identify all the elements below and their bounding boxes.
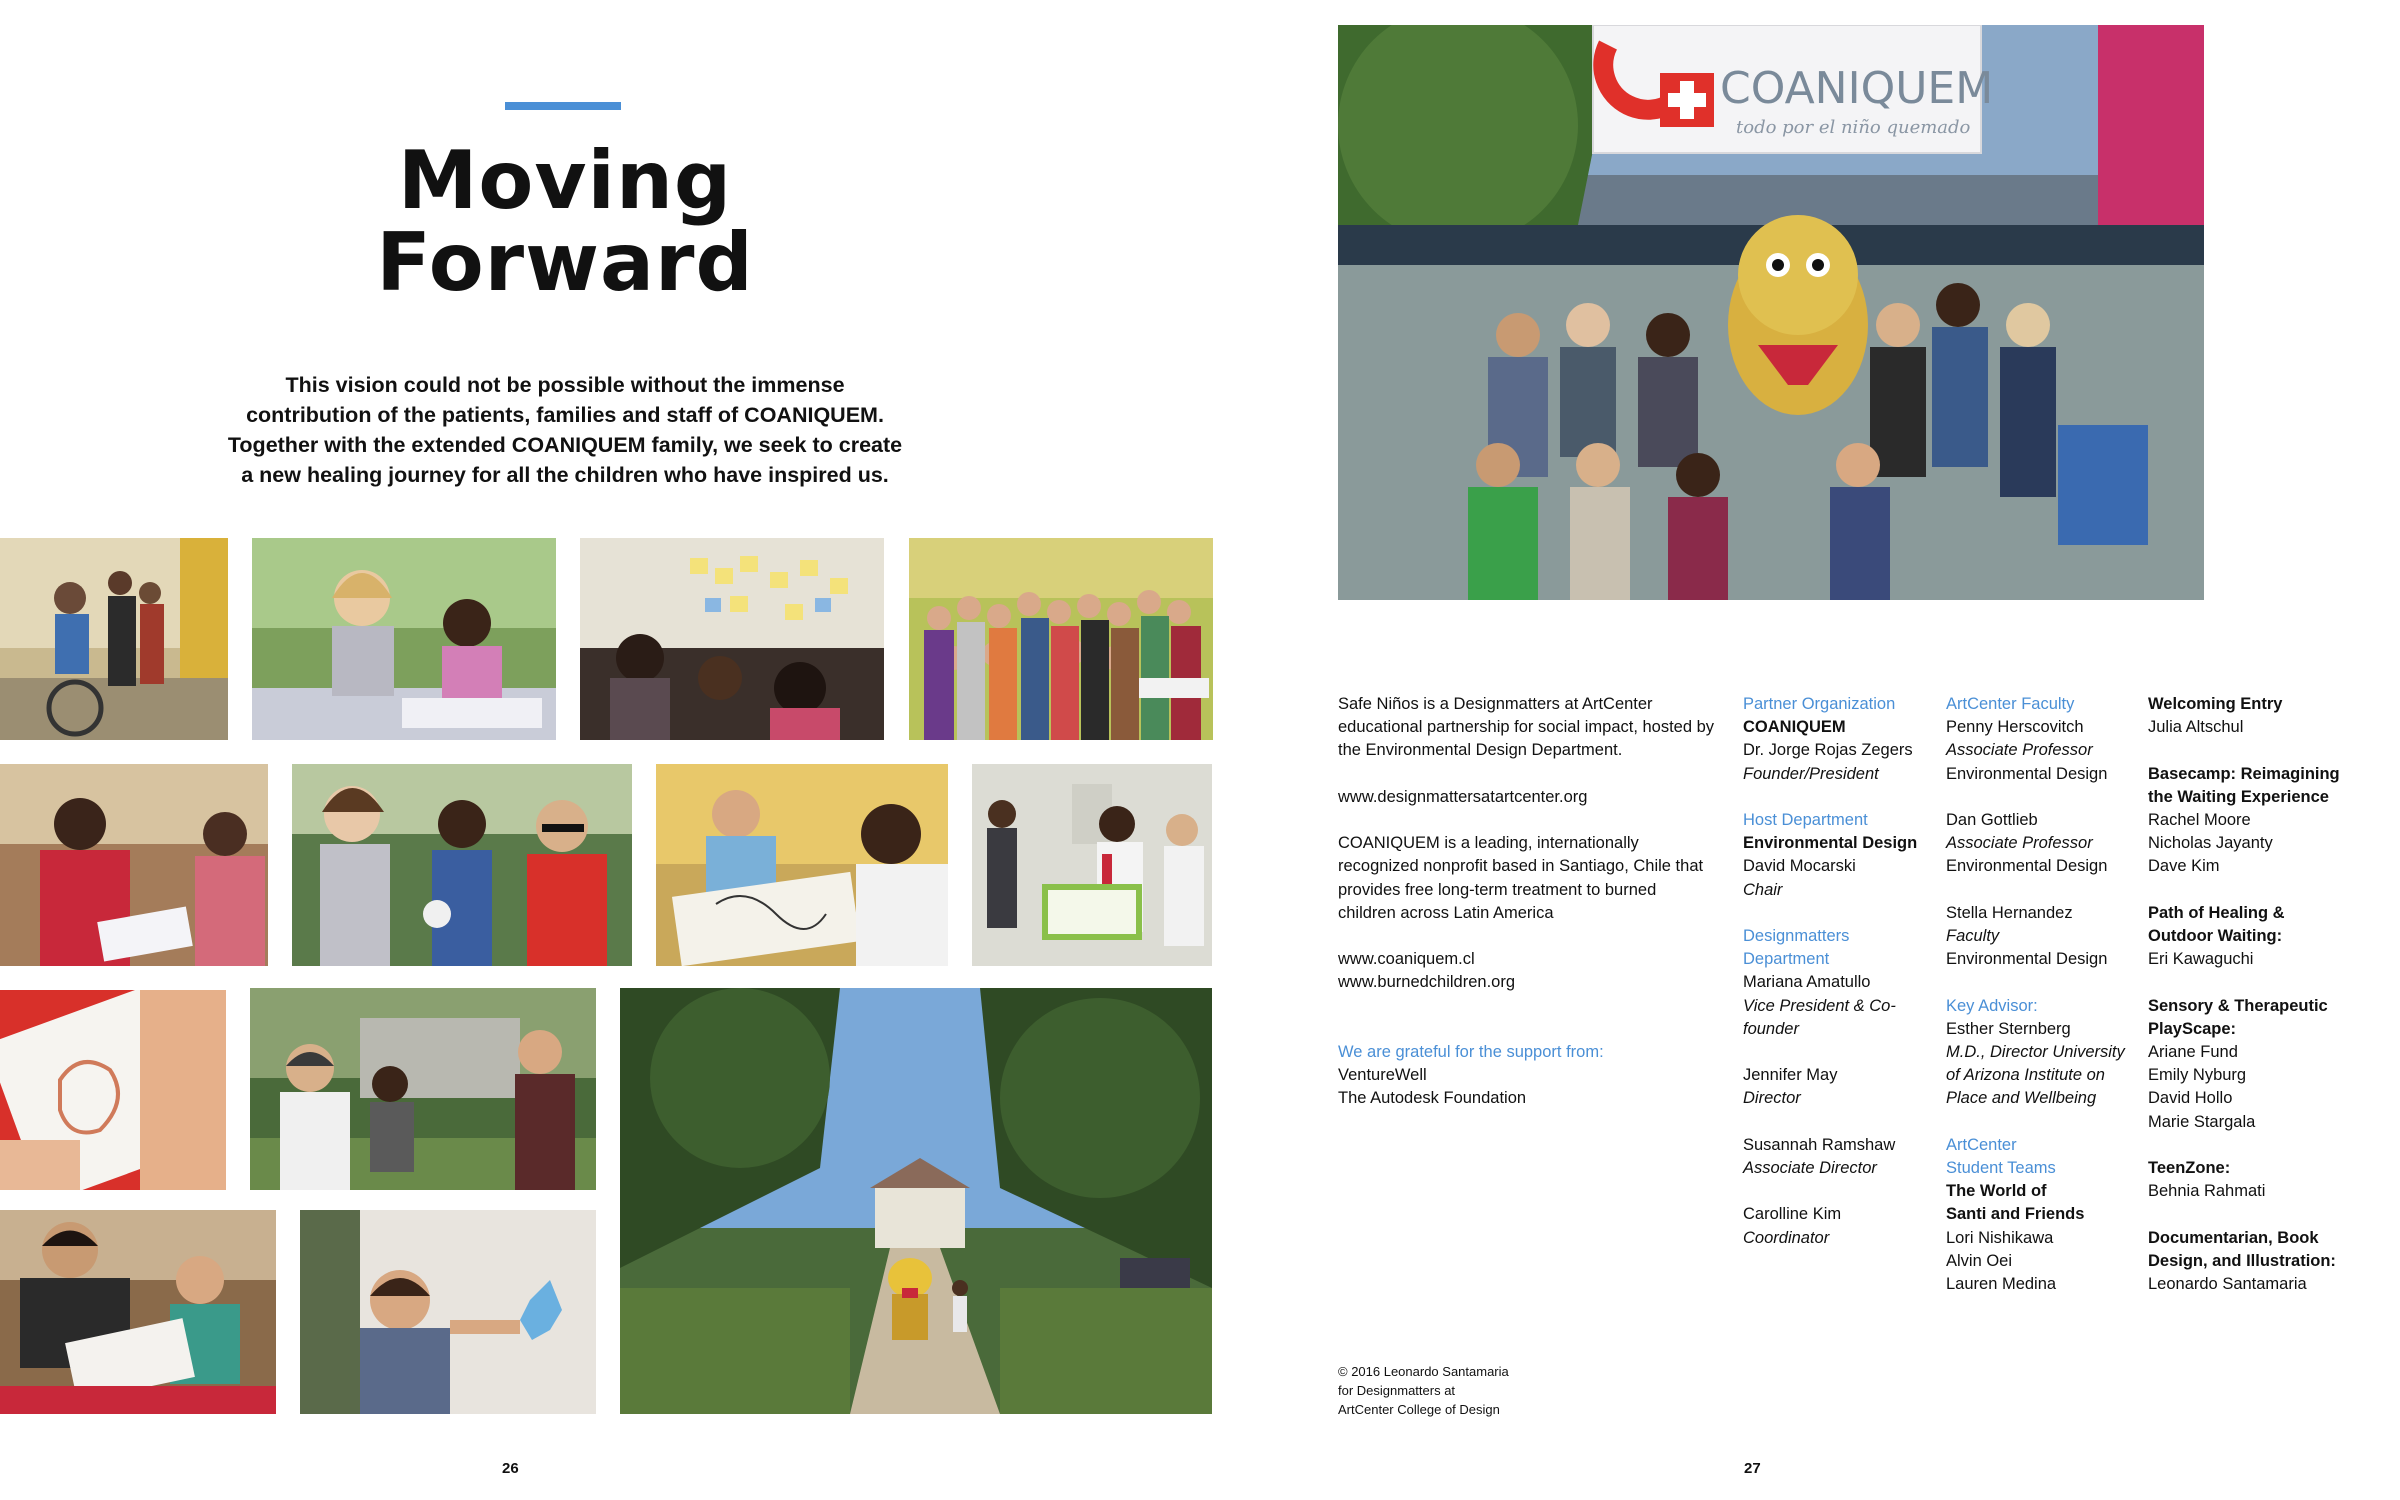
photo-hands-drawing bbox=[0, 990, 226, 1190]
photo-students-talking bbox=[292, 764, 632, 966]
team-sensory-member-3: David Hollo bbox=[2148, 1089, 2233, 1108]
credits-column-1 bbox=[1338, 693, 1718, 1111]
host-role: Chair bbox=[1743, 880, 1783, 899]
faculty-1-role: Associate Professor bbox=[1946, 741, 2093, 760]
faculty-2-dept: Environmental Design bbox=[1946, 857, 2108, 876]
photo-group-portrait bbox=[909, 538, 1213, 740]
team-path-title-2: Outdoor Waiting: bbox=[2148, 927, 2283, 945]
dm-person-3: Susannah Ramshaw bbox=[1743, 1135, 1896, 1154]
photo-mascot-path bbox=[620, 988, 1212, 1414]
partner-role: Founder/President bbox=[1743, 764, 1879, 783]
photo-baby-cutout bbox=[300, 1210, 596, 1414]
supporter-autodesk: The Autodesk Foundation bbox=[1338, 1089, 1527, 1108]
credits-column-4 bbox=[2148, 693, 2378, 1296]
team-path-title-1: Path of Healing & bbox=[2148, 903, 2285, 922]
supporter-venturewell: VentureWell bbox=[1338, 1066, 1427, 1085]
team-documentarian-title-1: Documentarian, Book bbox=[2148, 1228, 2319, 1247]
photo-hallway-wheelchair bbox=[0, 538, 228, 740]
photo-girls-drawing bbox=[252, 538, 556, 740]
about-coaniquem: COANIQUEM is a leading, internationally recognized nonprofit based in Santiago, Chile that provides free long-term treatment to burned children across Latin America bbox=[1338, 834, 1704, 922]
host-heading: Host Department bbox=[1743, 811, 1868, 829]
faculty-2-role: Associate Professor bbox=[1946, 834, 2093, 853]
partner-heading: Partner Organization bbox=[1743, 695, 1896, 713]
dm-role-1a: Vice President & Co- bbox=[1743, 996, 1896, 1015]
faculty-2-name: Dan Gottlieb bbox=[1946, 811, 2038, 829]
copyright-line-3: ArtCenter College of Design bbox=[1338, 1402, 1500, 1417]
title-line-1: Moving bbox=[397, 134, 733, 227]
page-title bbox=[290, 134, 840, 309]
team-welcoming-member-1: Julia Altschul bbox=[2148, 718, 2244, 737]
advisor-heading: Key Advisor: bbox=[1946, 996, 2038, 1015]
designmatters-heading-1: Designmatters bbox=[1743, 927, 1850, 945]
dm-person-1: Mariana Amatullo bbox=[1743, 973, 1871, 992]
hero-sign-brand: COANIQUEM bbox=[1720, 63, 1994, 114]
team-teenzone-member-1: Behnia Rahmati bbox=[2148, 1182, 2266, 1201]
faculty-1-name: Penny Herscovitch bbox=[1946, 718, 2084, 737]
team-sensory-title-2: PlayScape: bbox=[2148, 1019, 2237, 1038]
team-documentarian-title-2: Design, and Illustration: bbox=[2148, 1251, 2336, 1270]
team-sensory-member-2: Emily Nyburg bbox=[2148, 1066, 2247, 1085]
faculty-3-dept: Environmental Design bbox=[1946, 950, 2108, 969]
support-heading: We are grateful for the support from: bbox=[1338, 1042, 1604, 1061]
team-basecamp-member-1: Rachel Moore bbox=[2148, 811, 2251, 829]
partner-person: Dr. Jorge Rojas Zegers bbox=[1743, 741, 1913, 760]
photo-man-child-paper bbox=[0, 1210, 276, 1414]
advisor-role-1: M.D., Director University bbox=[1946, 1043, 2125, 1061]
photo-child-sketch bbox=[656, 764, 948, 966]
photo-doctor-talking bbox=[250, 988, 596, 1190]
host-person: David Mocarski bbox=[1743, 857, 1856, 876]
hero-sign-tagline: todo por el niño quemado bbox=[1736, 117, 1971, 138]
faculty-heading: ArtCenter Faculty bbox=[1946, 695, 2075, 713]
team-basecamp-title-1: Basecamp: Reimagining bbox=[2148, 764, 2340, 783]
student-teams-heading-2: Student Teams bbox=[1946, 1159, 2056, 1177]
advisor-role-3: Place and Wellbeing bbox=[1946, 1089, 2097, 1108]
faculty-3-name: Stella Hernandez bbox=[1946, 903, 2073, 922]
designmatters-heading-2: Department bbox=[1743, 950, 1830, 969]
copyright-line-2: for Designmatters at bbox=[1338, 1383, 1456, 1398]
credits-column-2 bbox=[1743, 693, 1933, 1250]
intro-paragraph: This vision could not be possible without the immense contribution of the patients, families and staff of COANIQUEM. Together with the extended COANIQUEM family, we seek to create a new healing journey for all the children who have inspired us. bbox=[227, 373, 903, 487]
title-accent-bar bbox=[505, 102, 621, 110]
host-dept: Environmental Design bbox=[1743, 834, 1918, 853]
team-basecamp-member-3: Dave Kim bbox=[2148, 857, 2220, 876]
team-title-2: Santi and Friends bbox=[1946, 1205, 2085, 1224]
link-burnedchildren[interactable]: www.burnedchildren.org bbox=[1338, 973, 1516, 992]
title-line-2: Forward bbox=[376, 216, 754, 309]
copyright-line-1: © 2016 Leonardo Santamaria bbox=[1338, 1364, 1509, 1379]
photo-writing-notes bbox=[0, 764, 268, 966]
team-title-1: The World of bbox=[1946, 1182, 2047, 1201]
advisor-role-2: of Arizona Institute on bbox=[1946, 1066, 2105, 1085]
team-basecamp-member-2: Nicholas Jayanty bbox=[2148, 834, 2273, 853]
team-documentarian-member-1: Leonardo Santamaria bbox=[2148, 1275, 2307, 1293]
team-path-member-1: Eri Kawaguchi bbox=[2148, 950, 2254, 969]
faculty-3-role: Faculty bbox=[1946, 927, 2000, 945]
dm-person-2: Jennifer May bbox=[1743, 1066, 1838, 1085]
hero-photo-coaniquem-team bbox=[1338, 25, 2204, 600]
partner-org: COANIQUEM bbox=[1743, 718, 1846, 737]
dm-role-1b: founder bbox=[1743, 1019, 1799, 1038]
dm-person-4: Carolline Kim bbox=[1743, 1205, 1842, 1224]
team-teenzone-title: TeenZone: bbox=[2148, 1159, 2231, 1177]
advisor-name: Esther Sternberg bbox=[1946, 1019, 2071, 1038]
dm-role-3: Associate Director bbox=[1743, 1159, 1877, 1177]
team-member-3: Lauren Medina bbox=[1946, 1275, 2057, 1294]
link-designmatters[interactable]: www.designmattersatartcenter.org bbox=[1338, 787, 1588, 806]
dm-role-4: Coordinator bbox=[1743, 1228, 1830, 1247]
team-sensory-member-1: Ariane Fund bbox=[2148, 1043, 2238, 1061]
faculty-1-dept: Environmental Design bbox=[1946, 764, 2108, 783]
photo-workshop-wall bbox=[580, 538, 884, 740]
team-member-2: Alvin Oei bbox=[1946, 1251, 2013, 1270]
copyright-notice bbox=[1338, 1362, 1509, 1419]
team-sensory-member-4: Marie Stargala bbox=[2148, 1112, 2256, 1131]
student-teams-heading-1: ArtCenter bbox=[1946, 1135, 2017, 1154]
credits-column-3 bbox=[1946, 693, 2146, 1296]
dm-role-2: Director bbox=[1743, 1089, 1801, 1108]
link-coaniquem[interactable]: www.coaniquem.cl bbox=[1338, 950, 1475, 969]
team-member-1: Lori Nishikawa bbox=[1946, 1228, 2054, 1247]
team-basecamp-title-2: the Waiting Experience bbox=[2148, 787, 2329, 806]
photo-bienvenido-sign bbox=[972, 764, 1212, 966]
team-welcoming-entry: Welcoming Entry bbox=[2148, 695, 2283, 713]
page-number-left: 26 bbox=[502, 1460, 519, 1477]
team-sensory-title-1: Sensory & Therapeutic bbox=[2148, 996, 2328, 1015]
page-number-right: 27 bbox=[1744, 1460, 1761, 1477]
about-safe-ninos: Safe Niños is a Designmatters at ArtCenter educational partnership for social impact, hosted by the Environmental Design Department. bbox=[1338, 695, 1715, 760]
